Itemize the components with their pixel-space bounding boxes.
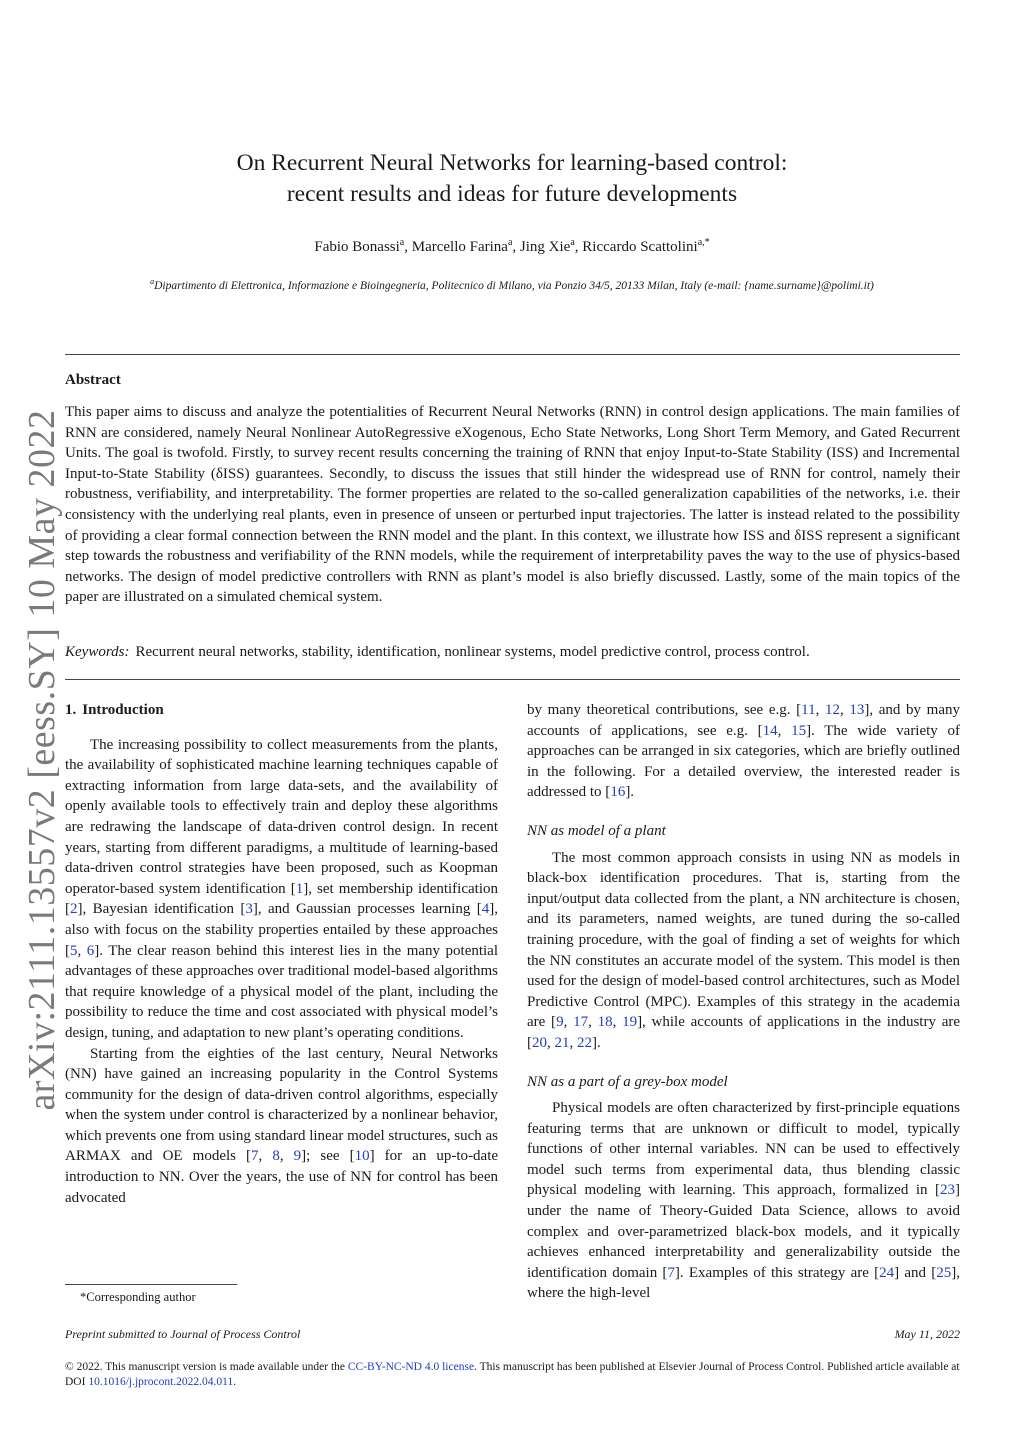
citation-link[interactable]: 9: [293, 1148, 302, 1165]
citation-link[interactable]: 8: [272, 1148, 280, 1165]
subsection-heading: NN as model of a plant: [527, 822, 666, 839]
affiliation: [0, 277, 1024, 292]
text-segment: ]. The clear reason behind this interest lies in the many potential advantages of these approaches over traditional model-based algorithms that require knowledge of a physical model of the plant, including the possibility to reduce the time and cost associated with physical model’s design, tuning, and adaptation to new plant’s operating conditions.: [65, 942, 499, 1041]
paper-title: [0, 148, 1024, 210]
text-segment: ,: [547, 1034, 555, 1051]
text-segment: .: [233, 1376, 237, 1388]
citation-link[interactable]: 17: [573, 1014, 589, 1031]
subsection-paragraph: [527, 848, 960, 1054]
author-list: Fabio Bonassi$^a$, Marcello Farina$^a$, Jing Xie$^a$, Riccardo Scattolini$^{a,*}$: [314, 237, 710, 255]
text-segment: Physical models are often characterized by first-principle equations featuring terms that are unknown or difficult to model, typically functions of other internal variables. NN can be used to effectively model such terms from experimental data, thus blending classic physical modeling with learning. This approach, formalized in [: [527, 1100, 960, 1199]
citation-link[interactable]: 18: [597, 1014, 613, 1031]
citation-link[interactable]: 20: [532, 1034, 547, 1051]
footnote-divider: [65, 1284, 237, 1285]
section-heading: 1. Introduction: [65, 702, 164, 718]
text-segment: ,: [563, 1014, 574, 1031]
license-notice: [65, 1360, 960, 1390]
citation-link[interactable]: 10.1016/j.jprocont.2022.04.011: [88, 1376, 234, 1388]
citation-link[interactable]: 9: [556, 1014, 564, 1031]
left-column: [65, 700, 498, 1208]
footer-date: May 11, 2022: [894, 1327, 960, 1341]
affiliation-text: Dipartimento di Elettronica, Informazione e Bioingegneria, Politecnico di Milano, via Ponzio 34/5, 20133 Milan, Italy (e-mail: {name.surname}@polimi.it): [154, 279, 874, 292]
text-segment: ]. The wide variety of approaches can be arranged in six categories, which are briefly outlined in the following. For a detailed overview, the interested reader is addressed to [: [527, 722, 961, 801]
text-segment: © 2022. This manuscript version is made available under the: [65, 1361, 348, 1373]
text-segment: ], while accounts of applications in the industry are [: [527, 1014, 961, 1051]
citation-link[interactable]: 16: [610, 784, 626, 801]
footnote-mark: *: [80, 1290, 87, 1304]
text-segment: ,: [279, 1148, 294, 1165]
citation-link[interactable]: 1: [295, 880, 304, 897]
intro-paragraph-continued: [527, 700, 960, 803]
citation-link[interactable]: 21: [554, 1034, 570, 1051]
text-segment: by many theoretical contributions, see e.g. [: [527, 702, 802, 718]
footnote: [80, 1290, 196, 1305]
text-segment: Starting from the eighties of the last century, Neural Networks (NN) have gained an increasing popularity in the Control Systems community for the design of data-driven control algorithms, especially when the system under control is characterized by a nonlinear behavior, which prevents one from using standard linear model structures, such as ARMAX and OE models [: [65, 1045, 498, 1165]
citation-link[interactable]: 12: [824, 702, 840, 718]
title-line-1: On Recurrent Neural Networks for learning-based control:: [236, 150, 788, 176]
subsection-paragraph: [527, 1098, 960, 1304]
citation-link[interactable]: 10: [354, 1148, 370, 1165]
keywords: [65, 642, 960, 662]
author: Jing Xie$^a$: [519, 237, 575, 255]
abstract-divider: [65, 679, 960, 680]
text-segment: ], set membership identification [: [65, 880, 499, 918]
text-segment: ,: [77, 942, 87, 959]
text-segment: ], Bayesian identification [: [77, 901, 246, 918]
author: Marcello Farina$^a$: [411, 237, 513, 255]
citation-link[interactable]: CC-BY-NC-ND 4.0 license: [347, 1361, 475, 1373]
text-segment: . This manuscript has been published at Elsevier Journal of Process Control. Published article available at DOI: [65, 1361, 960, 1388]
keywords-text: Recurrent neural networks, stability, identification, nonlinear systems, model predictive control, process control.: [135, 644, 810, 660]
text-segment: The most common approach consists in using NN as models in black-box identification procedures. That is, starting from the input/output data collected from the plant, a NN architecture is chosen, and its parameters, named weights, are tuned during the so-called training procedure, with the goal of finding a set of weights for which the NN constitutes an accurate model of the system. This model is then used for the design of model-based control architectures, such as Model Predictive Control (MPC). Examples of this strategy in the academia are [: [527, 849, 960, 1031]
footer-journal: Preprint submitted to Journal of Process Control: [65, 1327, 301, 1341]
text-segment: ] under the name of Theory-Guided Data Science, allows to avoid complex and over-parametrized black-box models, and it typically achieves enhanced interpretability and generalizability outside the identification domain [: [527, 1182, 960, 1281]
subsection-heading: NN as a part of a grey-box model: [527, 1073, 728, 1090]
title-line-2: recent results and ideas for future developments: [286, 181, 738, 207]
footnote-text: Corresponding author: [86, 1290, 196, 1304]
text-segment: ,: [612, 1014, 623, 1031]
citation-link[interactable]: 7: [667, 1264, 675, 1281]
text-segment: ,: [569, 1034, 577, 1051]
text-segment: ].: [592, 1034, 601, 1051]
citation-link[interactable]: 23: [940, 1182, 955, 1199]
text-segment: ].: [625, 784, 635, 801]
abstract-text: This paper aims to discuss and analyze the potentialities of Recurrent Neural Networks (RNN) in control design applications. The main families of RNN are considered, namely Neural Nonlinear AutoRegressive eXogenous, Echo State Networks, Long Short Term Memory, and Gated Recurrent Units. The goal is twofold. Firstly, to survey recent results concerning the training of RNN that enjoy Input-to-State Stability (ISS) and Incremental Input-to-State Stability (δISS) guarantees. Secondly, to discuss the issues that still hinder the widespread use of RNN for control, namely their robustness, verifiability, and interpretability. The former properties are related to the so-called generalization capabilities of the networks, i.e. their consistency with the underlying real plants, even in presence of unseen or perturbed input trajectories. The latter is instead related to the possibility of providing a clear formal connection between the RNN model and the plant. In this context, we illustrate how ISS and δISS represent a significant step towards the robustness and verifiability of the RNN models, while the requirement of interpretability paves the way to the use of physics-based networks. The design of model predictive controllers with RNN as plant’s model is also briefly discussed. Lastly, some of the main topics of the paper are illustrated on a simulated chemical system.: [65, 404, 960, 606]
text-segment: ] for an up-to-date introduction to NN. Over the years, the use of NN for control has been advocated: [65, 1148, 499, 1206]
text-segment: ]; see [: [301, 1148, 355, 1165]
citation-link[interactable]: 5: [70, 942, 78, 959]
header-divider: [65, 354, 960, 355]
citation-link[interactable]: 25: [936, 1264, 952, 1281]
arxiv-identifier-stamp: arXiv:2111.13557v2 [eess.SY] 10 May 2022: [21, 409, 63, 1111]
citation-link[interactable]: 6: [86, 942, 95, 959]
citation-link[interactable]: 15: [791, 722, 807, 739]
text-segment: ], and by many accounts of applications, see e.g. [: [527, 702, 961, 739]
text-segment: ,: [815, 702, 825, 718]
text-segment: ] and [: [894, 1264, 937, 1281]
intro-paragraph-2: [65, 1044, 498, 1209]
text-segment: ,: [777, 722, 792, 739]
text-segment: ,: [258, 1148, 273, 1165]
citation-link[interactable]: 3: [245, 901, 253, 918]
text-segment: ], and Gaussian processes learning [: [252, 901, 482, 918]
intro-paragraph-1: [65, 735, 498, 1044]
citation-link[interactable]: 22: [577, 1034, 592, 1051]
citation-link[interactable]: 11: [801, 702, 816, 718]
citation-link[interactable]: 24: [879, 1264, 895, 1281]
citation-link[interactable]: 14: [762, 722, 778, 739]
text-segment: The increasing possibility to collect measurements from the plants, the availability of sophisticated machine learning techniques capable of extracting information from large data-sets, and the availability of openly available tools to effectively train and deploy these algorithms are redrawing the landscape of data-driven control design. In recent years, starting from different paradigms, a multitude of learning-based data-driven control strategies have been proposed, such as Koopman operator-based system identification [: [65, 736, 498, 897]
citation-link[interactable]: 4: [481, 901, 490, 918]
abstract-heading: Abstract: [65, 372, 121, 388]
text-segment: ,: [588, 1014, 598, 1031]
citation-link[interactable]: 2: [70, 901, 78, 918]
text-segment: ]. Examples of this strategy are [: [674, 1264, 880, 1281]
author: Riccardo Scattolini$^{a,*}$: [582, 237, 710, 255]
citation-link[interactable]: 19: [622, 1014, 638, 1031]
text-segment: ], where the high-level: [527, 1264, 960, 1302]
text-segment: ], also with focus on the stability properties entailed by these approaches [: [65, 901, 499, 959]
citation-link[interactable]: 7: [251, 1148, 259, 1165]
keywords-label: Keywords:: [65, 644, 130, 660]
text-segment: ,: [839, 702, 850, 718]
author: Fabio Bonassi$^a$: [314, 237, 405, 255]
citation-link[interactable]: 13: [849, 702, 865, 718]
affiliation-mark: a: [150, 277, 155, 286]
right-column: [527, 700, 960, 1304]
